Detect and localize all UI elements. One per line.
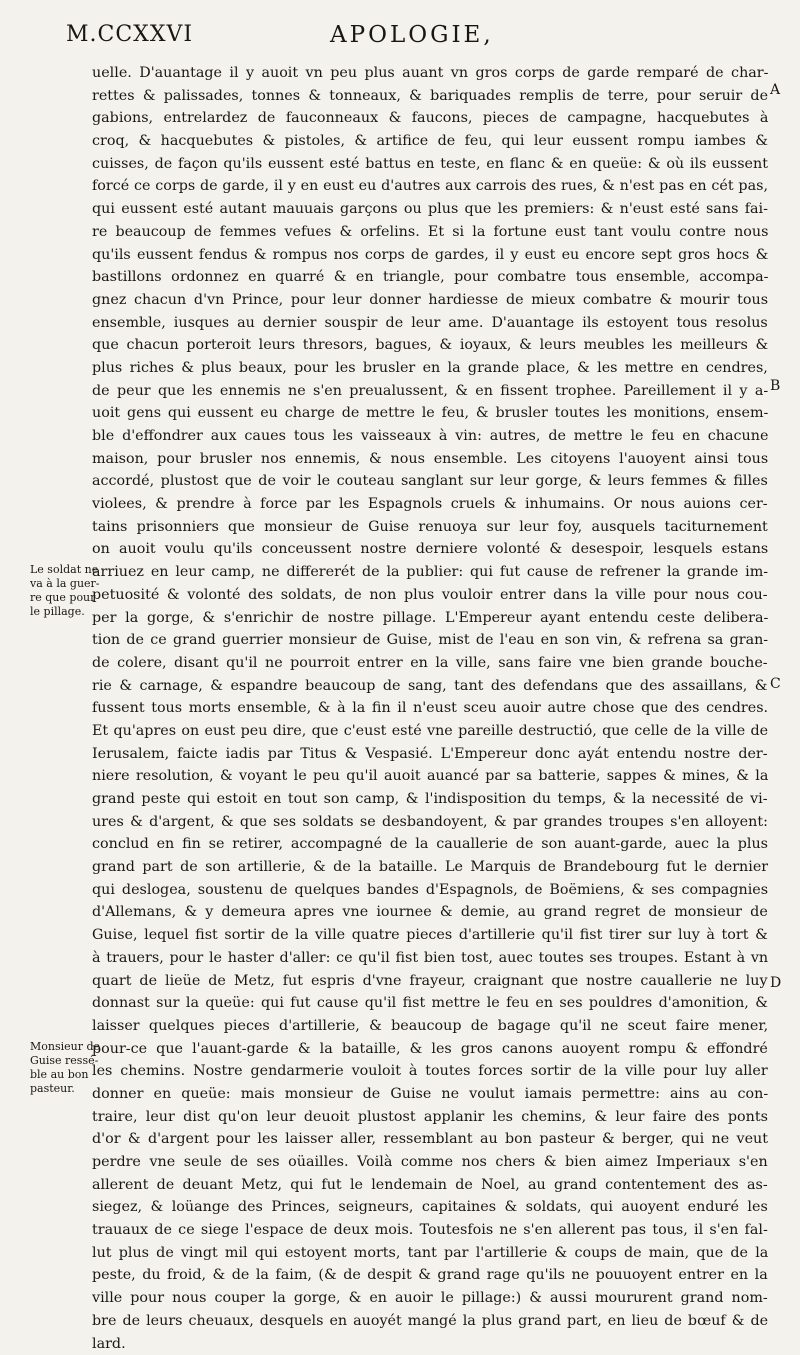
text-line: cuisses, de façon qu'ils eussent esté battus en teste, en flanc & en queüe: & où ils eussent bbox=[92, 153, 768, 176]
text-line: bre de leurs cheuaux, desquels en auoyét mangé la plus grand part, en lieu de bœuf & de bbox=[92, 1310, 768, 1333]
text-line: les chemins. Nostre gendarmerie vouloit à toutes forces sortir de la ville pour luy aller bbox=[92, 1060, 768, 1083]
text-line: allerent de deuant Metz, qui fut le lendemain de Noel, au grand contentement des as- bbox=[92, 1174, 768, 1197]
text-line: laisser quelques pieces d'artillerie, & beaucoup de bagage qu'il ne sceut faire mener, bbox=[92, 1015, 768, 1038]
text-line: que chacun porteroit leurs thresors, bagues, & ioyaux, & leurs meubles les meilleurs & bbox=[92, 334, 768, 357]
side-note-line: va à la guer- bbox=[30, 577, 92, 591]
text-line: conclud en fin se retirer, accompagné de la cauallerie de son auant-garde, auec la plus bbox=[92, 833, 768, 856]
text-line: ville pour nous couper la gorge, & en auoir le pillage:) & aussi moururent grand nom- bbox=[92, 1287, 768, 1310]
text-line: traire, leur dist qu'on leur deuoit plustost applanir les chemins, & leur faire des ponts bbox=[92, 1106, 768, 1129]
text-line: gnez chacun d'vn Prince, pour leur donner hardiesse de mieux combatre & mourir tous bbox=[92, 289, 768, 312]
text-line: forcé ce corps de garde, il y en eust eu d'autres aux carrois des rues, & n'est pas en cét pas, bbox=[92, 175, 768, 198]
text-line: fussent tous morts ensemble, & à la fin il n'eust sceu auoir autre chose que des cendres. bbox=[92, 697, 768, 720]
text-line: violees, & prendre à force par les Espagnols cruels & inhumains. Or nous auions cer- bbox=[92, 493, 768, 516]
text-line: uelle. D'auantage il y auoit vn peu plus auant vn gros corps de garde remparé de char- bbox=[92, 62, 768, 85]
text-line: grand part de son artillerie, & de la bataille. Le Marquis de Brandebourg fut le dernier bbox=[92, 856, 768, 879]
margin-letter-a: A bbox=[770, 82, 780, 98]
text-line: d'or & d'argent pour les laisser aller, ressemblant au bon pasteur & berger, qui ne veut bbox=[92, 1128, 768, 1151]
text-line: Ierusalem, faicte iadis par Titus & Vespasié. L'Empereur donc ayát entendu nostre der- bbox=[92, 743, 768, 766]
margin-letter-b: B bbox=[770, 378, 780, 394]
text-line: grand peste qui estoit en tout son camp, & l'indisposition du temps, & la necessité de vi- bbox=[92, 788, 768, 811]
text-line: petuosité & volonté des soldats, de non plus vouloir entrer dans la ville pour nous cou- bbox=[92, 584, 768, 607]
text-line: pour-ce que l'auant-garde & la bataille, & les gros canons auoyent rompu & effondré bbox=[92, 1038, 768, 1061]
text-line: siegez, & loüange des Princes, seigneurs, capitaines & soldats, qui auoyent enduré les bbox=[92, 1196, 768, 1219]
text-line: Et qu'apres on eust peu dire, que c'eust esté vne pareille destructió, que celle de la ville de bbox=[92, 720, 768, 743]
text-line: à trauers, pour le haster d'aller: ce qu'il fist bien tost, auec toutes ses troupes. Estant à vn bbox=[92, 947, 768, 970]
text-line: gabions, entrelardez de fauconneaux & faucons, pieces de campagne, hacquebutes à bbox=[92, 107, 768, 130]
text-line: de colere, disant qu'il ne pourroit entrer en la ville, sans faire vne bien grande bouche- bbox=[92, 652, 768, 675]
text-line: niere resolution, & voyant le peu qu'il auoit auancé par sa batterie, sappes & mines, & la bbox=[92, 765, 768, 788]
text-line: lut plus de vingt mil qui estoyent morts, tant par l'artillerie & coups de main, que de la bbox=[92, 1242, 768, 1265]
text-line: d'Allemans, & y demeura apres vne iournee & demie, au grand regret de monsieur de bbox=[92, 901, 768, 924]
text-line: lard. bbox=[92, 1333, 768, 1355]
text-line: arriuez en leur camp, ne differerét de la publier: qui fut cause de refrener la grande im- bbox=[92, 561, 768, 584]
text-line: qu'ils eussent fendus & rompus nos corps de gardes, il y eust eu encore sept gros hocs & bbox=[92, 244, 768, 267]
text-line: rie & carnage, & espandre beaucoup de sang, tant des defendans que des assaillans, & bbox=[92, 675, 768, 698]
running-title: APOLOGIE, bbox=[330, 22, 494, 48]
text-line: quart de lieüe de Metz, fut espris d'vne frayeur, craignant que nostre cauallerie ne luy bbox=[92, 970, 768, 993]
text-line: de peur que les ennemis ne s'en preualussent, & en fissent trophee. Pareillement il y a- bbox=[92, 380, 768, 403]
margin-letter-d: D bbox=[770, 975, 781, 991]
side-note-line: le pillage. bbox=[30, 605, 92, 619]
text-line: per la gorge, & s'enrichir de nostre pillage. L'Empereur ayant entendu ceste delibera- bbox=[92, 607, 768, 630]
text-line: tains prisonniers que monsieur de Guise renuoya sur leur foy, ausquels taciturnement bbox=[92, 516, 768, 539]
text-line: peste, du froid, & de la faim, (& de despit & grand rage qu'ils ne pouuoyent entrer en la bbox=[92, 1264, 768, 1287]
text-line: ures & d'argent, & que ses soldats se desbandoyent, & par grandes troupes s'en alloyent: bbox=[92, 811, 768, 834]
text-line: perdre vne seule de ses oüailles. Voilà comme nos chers & bien aimez Imperiaux s'en bbox=[92, 1151, 768, 1174]
side-note-line: pasteur. bbox=[30, 1082, 92, 1096]
text-line: qui deslogea, soustenu de quelques bandes d'Espagnols, de Boëmiens, & ses compagnies bbox=[92, 879, 768, 902]
side-note-line: Guise ressé- bbox=[30, 1054, 92, 1068]
text-line: croq, & hacquebutes & pistoles, & artifice de feu, qui leur eussent rompu iambes & bbox=[92, 130, 768, 153]
text-line: trauaux de ce siege l'espace de deux mois. Toutesfois ne s'en allerent pas tous, il s'en fal- bbox=[92, 1219, 768, 1242]
text-line: re beaucoup de femmes vefues & orfelins. Et si la fortune eust tant voulu contre nous bbox=[92, 221, 768, 244]
text-line: donner en queüe: mais monsieur de Guise ne voulut iamais permettre: ains au con- bbox=[92, 1083, 768, 1106]
body-text bbox=[92, 62, 768, 1355]
text-line: tion de ce grand guerrier monsieur de Guise, mist de l'eau en son vin, & refrena sa gran- bbox=[92, 629, 768, 652]
text-line: ble d'effondrer aux caues tous les vaisseaux à vin: autres, de mettre le feu en chacune bbox=[92, 425, 768, 448]
text-line: Guise, lequel fist sortir de la ville quatre pieces d'artillerie qu'il fist tirer sur luy à tort & bbox=[92, 924, 768, 947]
side-note-line: Le soldat ne bbox=[30, 563, 92, 577]
side-note-line: re que pour bbox=[30, 591, 92, 605]
text-line: uoit gens qui eussent eu charge de mettre le feu, & brusler toutes les monitions, ensem- bbox=[92, 402, 768, 425]
side-note-line: Monsieur de bbox=[30, 1040, 92, 1054]
text-line: on auoit voulu qu'ils conceussent nostre derniere volonté & desespoir, lesquels estans bbox=[92, 538, 768, 561]
text-line: plus riches & plus beaux, pour les brusler en la grande place, & les mettre en cendres, bbox=[92, 357, 768, 380]
text-line: rettes & palissades, tonnes & tonneaux, & bariquades remplis de terre, pour seruir de bbox=[92, 85, 768, 108]
text-line: qui eussent esté autant mauuais garçons ou plus que les premiers: & n'eust esté sans fai- bbox=[92, 198, 768, 221]
side-note-line: ble au bon bbox=[30, 1068, 92, 1082]
side-note-guise-shepherd bbox=[30, 1040, 92, 1096]
text-line: ensemble, iusques au dernier souspir de leur ame. D'auantage ils estoyent tous resolus bbox=[92, 312, 768, 335]
side-note-soldier-pillage bbox=[30, 563, 92, 619]
text-line: bastillons ordonnez en quarré & en triangle, pour combatre tous ensemble, accompa- bbox=[92, 266, 768, 289]
page-number: M.CCXXVI bbox=[66, 22, 193, 47]
text-line: maison, pour brusler nos ennemis, & nous ensemble. Les citoyens l'auoyent ainsi tous bbox=[92, 448, 768, 471]
margin-letter-c: C bbox=[770, 676, 781, 692]
text-line: accordé, plustost que de voir le couteau sanglant sur leur gorge, & leurs femmes & filles bbox=[92, 470, 768, 493]
text-line: donnast sur la queüe: qui fut cause qu'il fist mettre le feu en ses pouldres d'amonition, & bbox=[92, 992, 768, 1015]
